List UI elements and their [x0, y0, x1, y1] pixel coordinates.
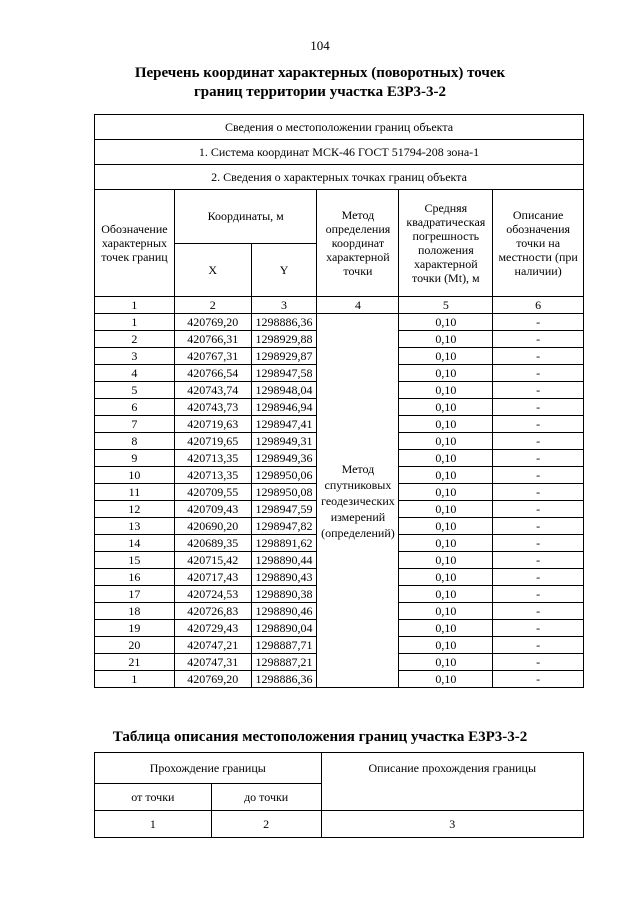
col-number: 1: [95, 811, 212, 838]
coord-x: 420729,43: [174, 620, 251, 637]
coord-x: 420743,74: [174, 382, 251, 399]
error-value: 0,10: [399, 399, 493, 416]
coord-y: 1298949,36: [251, 450, 317, 467]
point-number: 9: [95, 450, 175, 467]
coordinates-table: [94, 114, 584, 688]
coord-y: 1298890,46: [251, 603, 317, 620]
error-value: 0,10: [399, 365, 493, 382]
coord-y: 1298891,62: [251, 535, 317, 552]
coord-y: 1298948,04: [251, 382, 317, 399]
point-description: -: [493, 348, 584, 365]
coord-y: 1298947,59: [251, 501, 317, 518]
point-number: 12: [95, 501, 175, 518]
error-value: 0,10: [399, 484, 493, 501]
header-y: Y: [251, 243, 317, 297]
coord-x: 420690,20: [174, 518, 251, 535]
coord-y: 1298950,08: [251, 484, 317, 501]
point-number: 14: [95, 535, 175, 552]
coord-x: 420767,31: [174, 348, 251, 365]
point-number: 19: [95, 620, 175, 637]
coord-x: 420743,73: [174, 399, 251, 416]
coord-x: 420715,42: [174, 552, 251, 569]
point-description: -: [493, 552, 584, 569]
col-number: 3: [321, 811, 583, 838]
point-description: -: [493, 654, 584, 671]
point-description: -: [493, 450, 584, 467]
coord-y: 1298946,94: [251, 399, 317, 416]
coord-y: 1298887,21: [251, 654, 317, 671]
error-value: 0,10: [399, 314, 493, 331]
coord-x: 420724,53: [174, 586, 251, 603]
point-number: 15: [95, 552, 175, 569]
error-value: 0,10: [399, 620, 493, 637]
coord-y: 1298890,44: [251, 552, 317, 569]
point-description: -: [493, 518, 584, 535]
coord-x: 420769,20: [174, 314, 251, 331]
point-number: 17: [95, 586, 175, 603]
coord-x: 420719,65: [174, 433, 251, 450]
error-value: 0,10: [399, 501, 493, 518]
coord-x: 420769,20: [174, 671, 251, 688]
coord-y: 1298890,43: [251, 569, 317, 586]
coord-y: 1298886,36: [251, 314, 317, 331]
coord-y: 1298890,38: [251, 586, 317, 603]
col-number: 3: [251, 297, 317, 314]
coord-x: 420766,31: [174, 331, 251, 348]
point-number: 18: [95, 603, 175, 620]
coord-x: 420709,55: [174, 484, 251, 501]
point-number: 7: [95, 416, 175, 433]
point-number: 10: [95, 467, 175, 484]
coord-x: 420747,21: [174, 637, 251, 654]
point-description: -: [493, 314, 584, 331]
header-designation: Обозначение характерных точек границ: [95, 190, 175, 297]
point-description: -: [493, 501, 584, 518]
coord-y: 1298887,71: [251, 637, 317, 654]
coord-y: 1298886,36: [251, 671, 317, 688]
error-value: 0,10: [399, 382, 493, 399]
coord-y: 1298947,41: [251, 416, 317, 433]
col-number: 6: [493, 297, 584, 314]
error-value: 0,10: [399, 433, 493, 450]
point-description: -: [493, 620, 584, 637]
error-value: 0,10: [399, 637, 493, 654]
coord-y: 1298949,31: [251, 433, 317, 450]
point-number: 13: [95, 518, 175, 535]
col-number: 5: [399, 297, 493, 314]
table2-title: Таблица описания местоположения границ участка Е3Р3-3-2: [112, 729, 528, 745]
point-description: -: [493, 399, 584, 416]
error-value: 0,10: [399, 416, 493, 433]
coord-y: 1298929,88: [251, 331, 317, 348]
col-number: 4: [317, 297, 399, 314]
point-number: 8: [95, 433, 175, 450]
coord-x: 420713,35: [174, 467, 251, 484]
point-description: -: [493, 569, 584, 586]
point-number: 16: [95, 569, 175, 586]
header-from-point: от точки: [95, 784, 212, 811]
point-number: 5: [95, 382, 175, 399]
point-description: -: [493, 382, 584, 399]
row-system: 1. Система координат МСК-46 ГОСТ 51794-208 зона-1: [95, 140, 584, 165]
coord-x: 420709,43: [174, 501, 251, 518]
header-method: Метод определения координат характерной точки: [317, 190, 399, 297]
error-value: 0,10: [399, 603, 493, 620]
point-number: 2: [95, 331, 175, 348]
coord-y: 1298929,87: [251, 348, 317, 365]
method-cell: Метод спутниковых геодезических измерений (определений): [317, 314, 399, 688]
point-description: -: [493, 416, 584, 433]
coord-x: 420766,54: [174, 365, 251, 382]
point-description: -: [493, 586, 584, 603]
error-value: 0,10: [399, 535, 493, 552]
title-line-1: Перечень координат характерных (поворотных) точек: [134, 65, 506, 81]
title-line-2: границ территории участка Е3Р3-3-2: [193, 84, 447, 100]
error-value: 0,10: [399, 569, 493, 586]
coord-x: 420717,43: [174, 569, 251, 586]
point-description: -: [493, 637, 584, 654]
point-description: -: [493, 484, 584, 501]
page-number: 104: [310, 38, 330, 53]
coord-x: 420726,83: [174, 603, 251, 620]
point-number: 1: [95, 314, 175, 331]
point-description: -: [493, 467, 584, 484]
point-description: -: [493, 535, 584, 552]
point-description: -: [493, 433, 584, 450]
coord-x: 420689,35: [174, 535, 251, 552]
point-number: 20: [95, 637, 175, 654]
coord-y: 1298950,06: [251, 467, 317, 484]
error-value: 0,10: [399, 654, 493, 671]
row-info: Сведения о местоположении границ объекта: [95, 115, 584, 140]
header-to-point: до точки: [211, 784, 321, 811]
header-x: X: [174, 243, 251, 297]
page-title: [0, 64, 640, 102]
point-description: -: [493, 671, 584, 688]
col-number: 1: [95, 297, 175, 314]
point-number: 11: [95, 484, 175, 501]
row-points: 2. Сведения о характерных точках границ объекта: [95, 165, 584, 190]
error-value: 0,10: [399, 586, 493, 603]
error-value: 0,10: [399, 518, 493, 535]
coord-x: 420719,63: [174, 416, 251, 433]
header-coords: Координаты, м: [174, 190, 317, 244]
boundary-description-table: [94, 752, 584, 838]
point-number: 3: [95, 348, 175, 365]
header-error: Средняя квадратическая погрешность положения характерной точки (Mt), м: [399, 190, 493, 297]
coord-y: 1298947,82: [251, 518, 317, 535]
point-description: -: [493, 603, 584, 620]
header-description: Описание обозначения точки на местности (при наличии): [493, 190, 584, 297]
coord-y: 1298947,58: [251, 365, 317, 382]
coord-x: 420713,35: [174, 450, 251, 467]
coord-y: 1298890,04: [251, 620, 317, 637]
point-number: 1: [95, 671, 175, 688]
point-description: -: [493, 365, 584, 382]
col-number: 2: [211, 811, 321, 838]
error-value: 0,10: [399, 467, 493, 484]
col-number: 2: [174, 297, 251, 314]
error-value: 0,10: [399, 348, 493, 365]
point-description: -: [493, 331, 584, 348]
point-number: 6: [95, 399, 175, 416]
table-row: [95, 314, 584, 331]
header-boundary-description: Описание прохождения границы: [321, 753, 583, 811]
header-passage: Прохождение границы: [95, 753, 322, 784]
error-value: 0,10: [399, 671, 493, 688]
coord-x: 420747,31: [174, 654, 251, 671]
point-number: 4: [95, 365, 175, 382]
point-number: 21: [95, 654, 175, 671]
error-value: 0,10: [399, 450, 493, 467]
error-value: 0,10: [399, 331, 493, 348]
error-value: 0,10: [399, 552, 493, 569]
